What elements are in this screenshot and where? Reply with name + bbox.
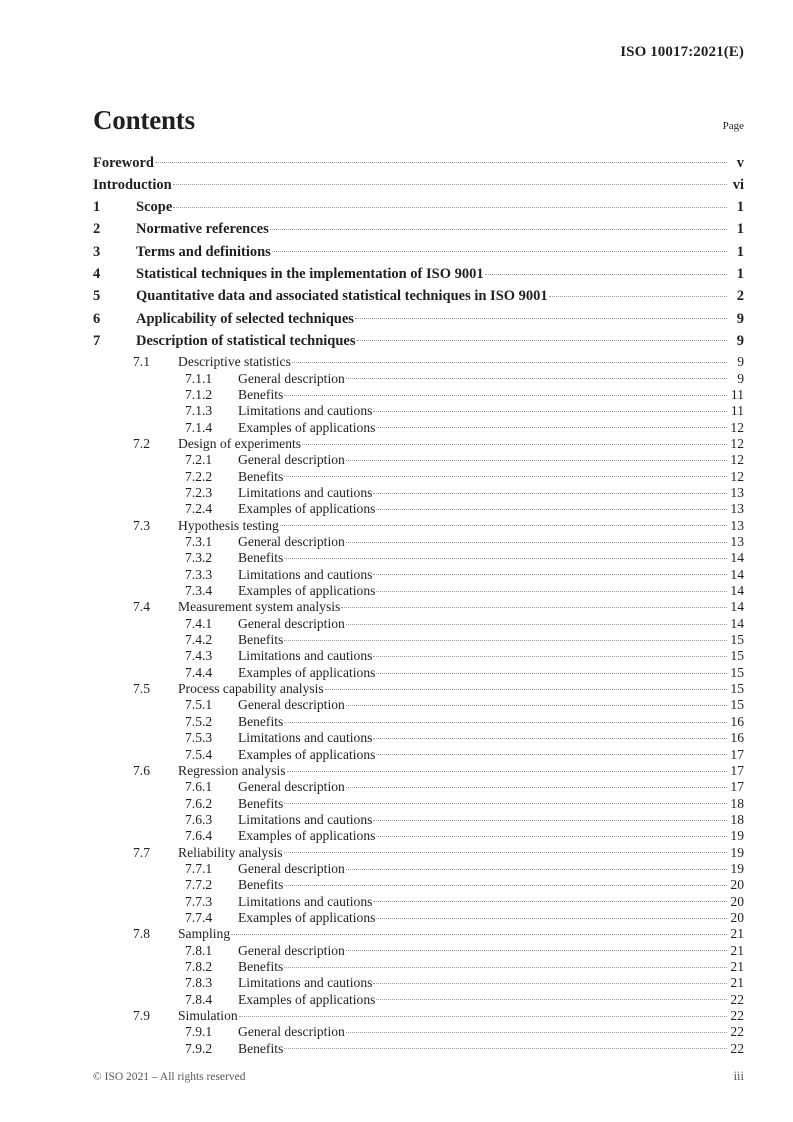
toc-entry[interactable] bbox=[93, 631, 744, 647]
toc-entry-page-number: 17 bbox=[730, 746, 744, 762]
toc-entry-number: 7.7.2 bbox=[185, 877, 213, 893]
toc-entry[interactable] bbox=[93, 761, 744, 777]
toc-entry-page-number: 12 bbox=[730, 419, 744, 435]
toc-entry[interactable] bbox=[93, 369, 744, 385]
toc-dot-leader bbox=[325, 680, 727, 694]
toc-entry-page-number: 19 bbox=[730, 844, 744, 860]
toc-entry-label: Simulation bbox=[178, 1008, 238, 1024]
toc-entry-label: Examples of applications bbox=[238, 828, 376, 844]
toc-dot-leader bbox=[270, 219, 727, 234]
footer-page-number: iii bbox=[733, 1069, 744, 1083]
toc-entry-label: Benefits bbox=[238, 632, 284, 648]
toc-entry[interactable] bbox=[93, 598, 744, 614]
toc-entry[interactable] bbox=[93, 565, 744, 581]
toc-entry-page-number: 9 bbox=[736, 310, 744, 327]
toc-dot-leader bbox=[292, 353, 727, 367]
toc-dot-leader bbox=[373, 565, 727, 579]
toc-entry[interactable] bbox=[93, 794, 744, 810]
toc-dot-leader bbox=[376, 908, 727, 922]
toc-entry-label: Measurement system analysis bbox=[178, 599, 341, 615]
toc-entry-label: Terms and definitions bbox=[136, 243, 271, 260]
toc-dot-leader bbox=[485, 263, 727, 278]
toc-entry[interactable] bbox=[93, 385, 744, 401]
toc-entry-page-number: 16 bbox=[730, 713, 744, 729]
toc-entry-label: Limitations and cautions bbox=[238, 730, 373, 746]
toc-entry-number: 5 bbox=[93, 288, 101, 305]
toc-entry-page-number: 12 bbox=[730, 468, 744, 484]
toc-entry-number: 7.9 bbox=[133, 1008, 150, 1024]
toc-entry[interactable] bbox=[93, 532, 744, 548]
toc-entry[interactable] bbox=[93, 941, 744, 957]
toc-entry[interactable] bbox=[93, 483, 744, 499]
toc-entry-label: Limitations and cautions bbox=[238, 975, 373, 991]
toc-entry-label: General description bbox=[238, 860, 345, 876]
toc-dot-leader bbox=[173, 197, 727, 212]
toc-entry-label: General description bbox=[238, 370, 345, 386]
toc-entry-page-number: 15 bbox=[730, 681, 744, 697]
toc-entry[interactable] bbox=[93, 402, 744, 418]
toc-entry-label: Limitations and cautions bbox=[238, 811, 373, 827]
toc-dot-leader bbox=[280, 516, 727, 530]
toc-entry-number: 3 bbox=[93, 243, 101, 260]
toc-entry-number: 7.4.4 bbox=[185, 664, 213, 680]
toc-entry-label: Benefits bbox=[238, 713, 284, 729]
toc-entry-number: 1 bbox=[93, 199, 101, 216]
toc-entry-page-number: 12 bbox=[730, 452, 744, 468]
toc-entry-label: Examples of applications bbox=[238, 419, 376, 435]
toc-entry-number: 7 bbox=[93, 332, 101, 349]
toc-entry-page-number: 13 bbox=[730, 501, 744, 517]
toc-dot-leader bbox=[376, 663, 727, 677]
toc-entry-label: Process capability analysis bbox=[178, 681, 324, 697]
document-footer bbox=[93, 1069, 744, 1084]
toc-entry-label: General description bbox=[238, 452, 345, 468]
toc-entry-number: 7.3 bbox=[133, 517, 150, 533]
toc-entry-number: 7.8.4 bbox=[185, 991, 213, 1007]
toc-entry-page-number: 13 bbox=[730, 485, 744, 501]
toc-entry-page-number: 21 bbox=[730, 926, 744, 942]
toc-entry-number: 7.6.4 bbox=[185, 828, 213, 844]
toc-entry-label: Limitations and cautions bbox=[238, 566, 373, 582]
toc-entry-number: 7.5.2 bbox=[185, 713, 213, 729]
toc-entry-number: 7.2.4 bbox=[185, 501, 213, 517]
toc-entry-page-number: 16 bbox=[730, 730, 744, 746]
toc-dot-leader bbox=[373, 974, 727, 988]
toc-entry-page-number: 9 bbox=[737, 370, 744, 386]
toc-dot-leader bbox=[376, 745, 727, 759]
toc-entry[interactable] bbox=[93, 680, 744, 696]
toc-entry-number: 7.4 bbox=[133, 599, 150, 615]
toc-entry[interactable] bbox=[93, 1039, 744, 1055]
toc-entry[interactable] bbox=[93, 467, 744, 483]
toc-entry-page-number: 9 bbox=[736, 332, 744, 349]
toc-dot-leader bbox=[373, 810, 727, 824]
toc-entry-label: General description bbox=[238, 1024, 345, 1040]
toc-entry[interactable] bbox=[93, 434, 744, 450]
toc-entry-page-number: 19 bbox=[730, 860, 744, 876]
toc-entry-page-number: 21 bbox=[730, 975, 744, 991]
toc-entry-page-number: 19 bbox=[730, 828, 744, 844]
toc-entry[interactable] bbox=[93, 647, 744, 663]
toc-entry-number: 7.8.1 bbox=[185, 942, 213, 958]
copyright-notice: © ISO 2021 – All rights reserved bbox=[93, 1071, 246, 1083]
contents-title-row bbox=[93, 105, 744, 136]
toc-dot-leader bbox=[373, 402, 727, 416]
toc-entry[interactable] bbox=[93, 197, 744, 219]
toc-dot-leader bbox=[284, 1039, 727, 1053]
toc-dot-leader bbox=[376, 827, 727, 841]
toc-entry-number: 7.3.1 bbox=[185, 534, 213, 550]
toc-dot-leader bbox=[155, 152, 727, 167]
toc-entry-page-number: 11 bbox=[730, 403, 744, 419]
toc-dot-leader bbox=[355, 308, 727, 323]
toc-entry-label: Quantitative data and associated statistical techniques in ISO 9001 bbox=[136, 288, 548, 305]
page-title: Contents bbox=[93, 105, 195, 135]
toc-entry-label: General description bbox=[238, 779, 345, 795]
toc-entry[interactable] bbox=[93, 974, 744, 990]
toc-entry-number: 7.6.3 bbox=[185, 811, 213, 827]
toc-entry-number: 7.5.1 bbox=[185, 697, 213, 713]
toc-entry[interactable] bbox=[93, 451, 744, 467]
toc-entry-label: Introduction bbox=[93, 176, 172, 193]
toc-entry[interactable] bbox=[93, 843, 744, 859]
toc-entry-label: Examples of applications bbox=[238, 991, 376, 1007]
toc-entry-label: Limitations and cautions bbox=[238, 648, 373, 664]
toc-entry[interactable] bbox=[93, 778, 744, 794]
toc-entry-page-number: v bbox=[736, 154, 744, 171]
toc-dot-leader bbox=[346, 696, 727, 710]
toc-entry-number: 7.5.3 bbox=[185, 730, 213, 746]
toc-entry-label: Descriptive statistics bbox=[178, 354, 291, 370]
toc-entry-number: 7.6.1 bbox=[185, 779, 213, 795]
table-of-contents bbox=[93, 152, 744, 1055]
toc-entry-label: General description bbox=[238, 697, 345, 713]
toc-entry-page-number: vi bbox=[732, 176, 744, 193]
toc-entry-number: 7.1.2 bbox=[185, 386, 213, 402]
toc-entry-page-number: 20 bbox=[730, 909, 744, 925]
toc-entry-label: Limitations and cautions bbox=[238, 403, 373, 419]
toc-entry-number: 7.7 bbox=[133, 844, 150, 860]
toc-entry-page-number: 18 bbox=[730, 795, 744, 811]
toc-entry[interactable] bbox=[93, 892, 744, 908]
toc-dot-leader bbox=[287, 761, 727, 775]
toc-entry-label: Examples of applications bbox=[238, 583, 376, 599]
toc-entry[interactable] bbox=[93, 330, 744, 352]
toc-dot-leader bbox=[373, 729, 727, 743]
toc-dot-leader bbox=[376, 581, 727, 595]
toc-dot-leader bbox=[376, 418, 727, 432]
toc-entry-label: Limitations and cautions bbox=[238, 893, 373, 909]
toc-entry[interactable] bbox=[93, 712, 744, 728]
toc-entry-page-number: 1 bbox=[736, 243, 744, 260]
toc-entry-page-number: 1 bbox=[736, 265, 744, 282]
toc-entry-page-number: 1 bbox=[736, 221, 744, 238]
toc-entry-page-number: 15 bbox=[730, 697, 744, 713]
toc-entry[interactable] bbox=[93, 241, 744, 263]
toc-entry-number: 7.8.2 bbox=[185, 958, 213, 974]
toc-entry-page-number: 22 bbox=[730, 991, 744, 1007]
toc-entry[interactable] bbox=[93, 1006, 744, 1022]
toc-entry-page-number: 12 bbox=[730, 435, 744, 451]
toc-entry[interactable] bbox=[93, 876, 744, 892]
toc-dot-leader bbox=[373, 647, 727, 661]
toc-entry-number: 7.2.1 bbox=[185, 452, 213, 468]
toc-entry[interactable] bbox=[93, 745, 744, 761]
toc-dot-leader bbox=[284, 631, 727, 645]
toc-entry-page-number: 20 bbox=[730, 893, 744, 909]
toc-dot-leader bbox=[284, 957, 727, 971]
toc-entry[interactable] bbox=[93, 174, 744, 196]
toc-entry-page-number: 14 bbox=[730, 599, 744, 615]
toc-dot-leader bbox=[346, 1023, 727, 1037]
toc-entry-number: 7.1 bbox=[133, 354, 150, 370]
toc-entry[interactable] bbox=[93, 516, 744, 532]
toc-entry-page-number: 13 bbox=[730, 534, 744, 550]
toc-entry-number: 7.4.3 bbox=[185, 648, 213, 664]
toc-entry-number: 7.9.1 bbox=[185, 1024, 213, 1040]
toc-entry-number: 7.7.3 bbox=[185, 893, 213, 909]
toc-entry-number: 7.1.1 bbox=[185, 370, 213, 386]
toc-entry[interactable] bbox=[93, 663, 744, 679]
toc-entry-label: General description bbox=[238, 615, 345, 631]
toc-entry[interactable] bbox=[93, 908, 744, 924]
toc-dot-leader bbox=[376, 990, 727, 1004]
toc-entry-label: Statistical techniques in the implementation of ISO 9001 bbox=[136, 265, 484, 282]
toc-entry-page-number: 15 bbox=[730, 632, 744, 648]
toc-dot-leader bbox=[284, 876, 727, 890]
toc-dot-leader bbox=[239, 1006, 727, 1020]
toc-entry-page-number: 11 bbox=[730, 386, 744, 402]
toc-entry-page-number: 21 bbox=[730, 942, 744, 958]
toc-dot-leader bbox=[346, 778, 727, 792]
toc-entry[interactable] bbox=[93, 925, 744, 941]
toc-entry-number: 7.5.4 bbox=[185, 746, 213, 762]
toc-entry-label: General description bbox=[238, 942, 345, 958]
toc-dot-leader bbox=[346, 614, 727, 628]
toc-entry-page-number: 22 bbox=[730, 1024, 744, 1040]
toc-entry-page-number: 14 bbox=[730, 550, 744, 566]
toc-entry-label: Description of statistical techniques bbox=[136, 332, 356, 349]
toc-entry[interactable] bbox=[93, 696, 744, 712]
toc-entry-page-number: 22 bbox=[730, 1040, 744, 1056]
toc-entry[interactable] bbox=[93, 827, 744, 843]
toc-dot-leader bbox=[373, 483, 727, 497]
toc-entry-label: Benefits bbox=[238, 386, 284, 402]
toc-entry-number: 7.3.3 bbox=[185, 566, 213, 582]
toc-entry-label: General description bbox=[238, 534, 345, 550]
toc-entry-label: Scope bbox=[136, 199, 173, 216]
toc-entry-number: 4 bbox=[93, 265, 101, 282]
toc-entry-page-number: 2 bbox=[736, 288, 744, 305]
toc-entry-label: Benefits bbox=[238, 795, 284, 811]
toc-entry-number: 7.3.2 bbox=[185, 550, 213, 566]
toc-entry-page-number: 17 bbox=[730, 779, 744, 795]
toc-dot-leader bbox=[231, 925, 727, 939]
toc-entry[interactable] bbox=[93, 219, 744, 241]
toc-entry-label: Examples of applications bbox=[238, 664, 376, 680]
toc-dot-leader bbox=[284, 843, 727, 857]
toc-dot-leader bbox=[346, 532, 727, 546]
toc-entry-number: 7.2.2 bbox=[185, 468, 213, 484]
toc-entry-page-number: 22 bbox=[730, 1008, 744, 1024]
toc-entry[interactable] bbox=[93, 500, 744, 516]
toc-entry-page-number: 15 bbox=[730, 664, 744, 680]
toc-entry[interactable] bbox=[93, 308, 744, 330]
toc-entry[interactable] bbox=[93, 286, 744, 308]
toc-entry-number: 7.1.3 bbox=[185, 403, 213, 419]
toc-entry-label: Benefits bbox=[238, 1040, 284, 1056]
toc-entry-number: 7.6 bbox=[133, 762, 150, 778]
toc-entry-number: 7.3.4 bbox=[185, 583, 213, 599]
toc-dot-leader bbox=[284, 467, 727, 481]
document-header-standard-reference: ISO 10017:2021(E) bbox=[620, 44, 744, 60]
toc-dot-leader bbox=[346, 369, 727, 383]
toc-dot-leader bbox=[549, 286, 727, 301]
toc-entry-label: Benefits bbox=[238, 468, 284, 484]
toc-entry-page-number: 14 bbox=[730, 615, 744, 631]
toc-entry-page-number: 20 bbox=[730, 877, 744, 893]
toc-entry-label: Design of experiments bbox=[178, 435, 302, 451]
toc-entry[interactable] bbox=[93, 1023, 744, 1039]
toc-dot-leader bbox=[357, 330, 728, 345]
toc-entry-page-number: 9 bbox=[737, 354, 744, 370]
toc-entry-page-number: 14 bbox=[730, 583, 744, 599]
toc-entry-label: Sampling bbox=[178, 926, 231, 942]
page-column-header: Page bbox=[722, 120, 744, 132]
toc-entry[interactable] bbox=[93, 353, 744, 369]
toc-entry-label: Regression analysis bbox=[178, 762, 286, 778]
toc-entry-label: Reliability analysis bbox=[178, 844, 283, 860]
toc-entry-number: 7.6.2 bbox=[185, 795, 213, 811]
toc-entry-number: 7.5 bbox=[133, 681, 150, 697]
toc-entry-number: 7.7.4 bbox=[185, 909, 213, 925]
toc-entry-page-number: 14 bbox=[730, 566, 744, 582]
toc-entry-page-number: 17 bbox=[730, 762, 744, 778]
toc-entry-label: Benefits bbox=[238, 550, 284, 566]
toc-entry[interactable] bbox=[93, 418, 744, 434]
toc-dot-leader bbox=[284, 712, 727, 726]
toc-entry-label: Benefits bbox=[238, 958, 284, 974]
toc-entry-number: 7.1.4 bbox=[185, 419, 213, 435]
toc-entry[interactable] bbox=[93, 614, 744, 630]
toc-entry-label: Applicability of selected techniques bbox=[136, 310, 354, 327]
toc-entry[interactable] bbox=[93, 263, 744, 285]
toc-entry-page-number: 13 bbox=[730, 517, 744, 533]
toc-dot-leader bbox=[284, 549, 727, 563]
toc-entry-number: 7.9.2 bbox=[185, 1040, 213, 1056]
toc-entry-number: 7.4.1 bbox=[185, 615, 213, 631]
toc-dot-leader bbox=[346, 859, 727, 873]
toc-entry[interactable] bbox=[93, 859, 744, 875]
toc-entry-label: Benefits bbox=[238, 877, 284, 893]
toc-entry-label: Limitations and cautions bbox=[238, 485, 373, 501]
toc-entry[interactable] bbox=[93, 549, 744, 565]
toc-entry-label: Foreword bbox=[93, 154, 154, 171]
toc-dot-leader bbox=[346, 451, 727, 465]
toc-entry-label: Examples of applications bbox=[238, 746, 376, 762]
toc-entry-number: 7.4.2 bbox=[185, 632, 213, 648]
toc-entry-page-number: 21 bbox=[730, 958, 744, 974]
toc-entry[interactable] bbox=[93, 990, 744, 1006]
toc-entry-label: Examples of applications bbox=[238, 909, 376, 925]
toc-entry[interactable] bbox=[93, 957, 744, 973]
toc-dot-leader bbox=[284, 385, 727, 399]
toc-entry-number: 7.2.3 bbox=[185, 485, 213, 501]
toc-dot-leader bbox=[346, 941, 727, 955]
toc-entry-page-number: 1 bbox=[736, 199, 744, 216]
toc-entry-number: 2 bbox=[93, 221, 101, 238]
toc-entry-number: 6 bbox=[93, 310, 101, 327]
toc-entry-page-number: 15 bbox=[730, 648, 744, 664]
toc-dot-leader bbox=[173, 174, 727, 189]
toc-entry-number: 7.7.1 bbox=[185, 860, 213, 876]
toc-entry[interactable] bbox=[93, 152, 744, 174]
toc-dot-leader bbox=[376, 500, 727, 514]
toc-entry[interactable] bbox=[93, 581, 744, 597]
toc-dot-leader bbox=[302, 434, 727, 448]
toc-entry-number: 7.8 bbox=[133, 926, 150, 942]
toc-dot-leader bbox=[373, 892, 727, 906]
toc-dot-leader bbox=[341, 598, 727, 612]
toc-entry-number: 7.2 bbox=[133, 435, 150, 451]
toc-entry[interactable] bbox=[93, 729, 744, 745]
toc-dot-leader bbox=[272, 241, 727, 256]
toc-entry-label: Hypothesis testing bbox=[178, 517, 279, 533]
toc-entry[interactable] bbox=[93, 810, 744, 826]
toc-entry-number: 7.8.3 bbox=[185, 975, 213, 991]
toc-entry-label: Normative references bbox=[136, 221, 269, 238]
toc-dot-leader bbox=[284, 794, 727, 808]
toc-entry-label: Examples of applications bbox=[238, 501, 376, 517]
toc-entry-page-number: 18 bbox=[730, 811, 744, 827]
